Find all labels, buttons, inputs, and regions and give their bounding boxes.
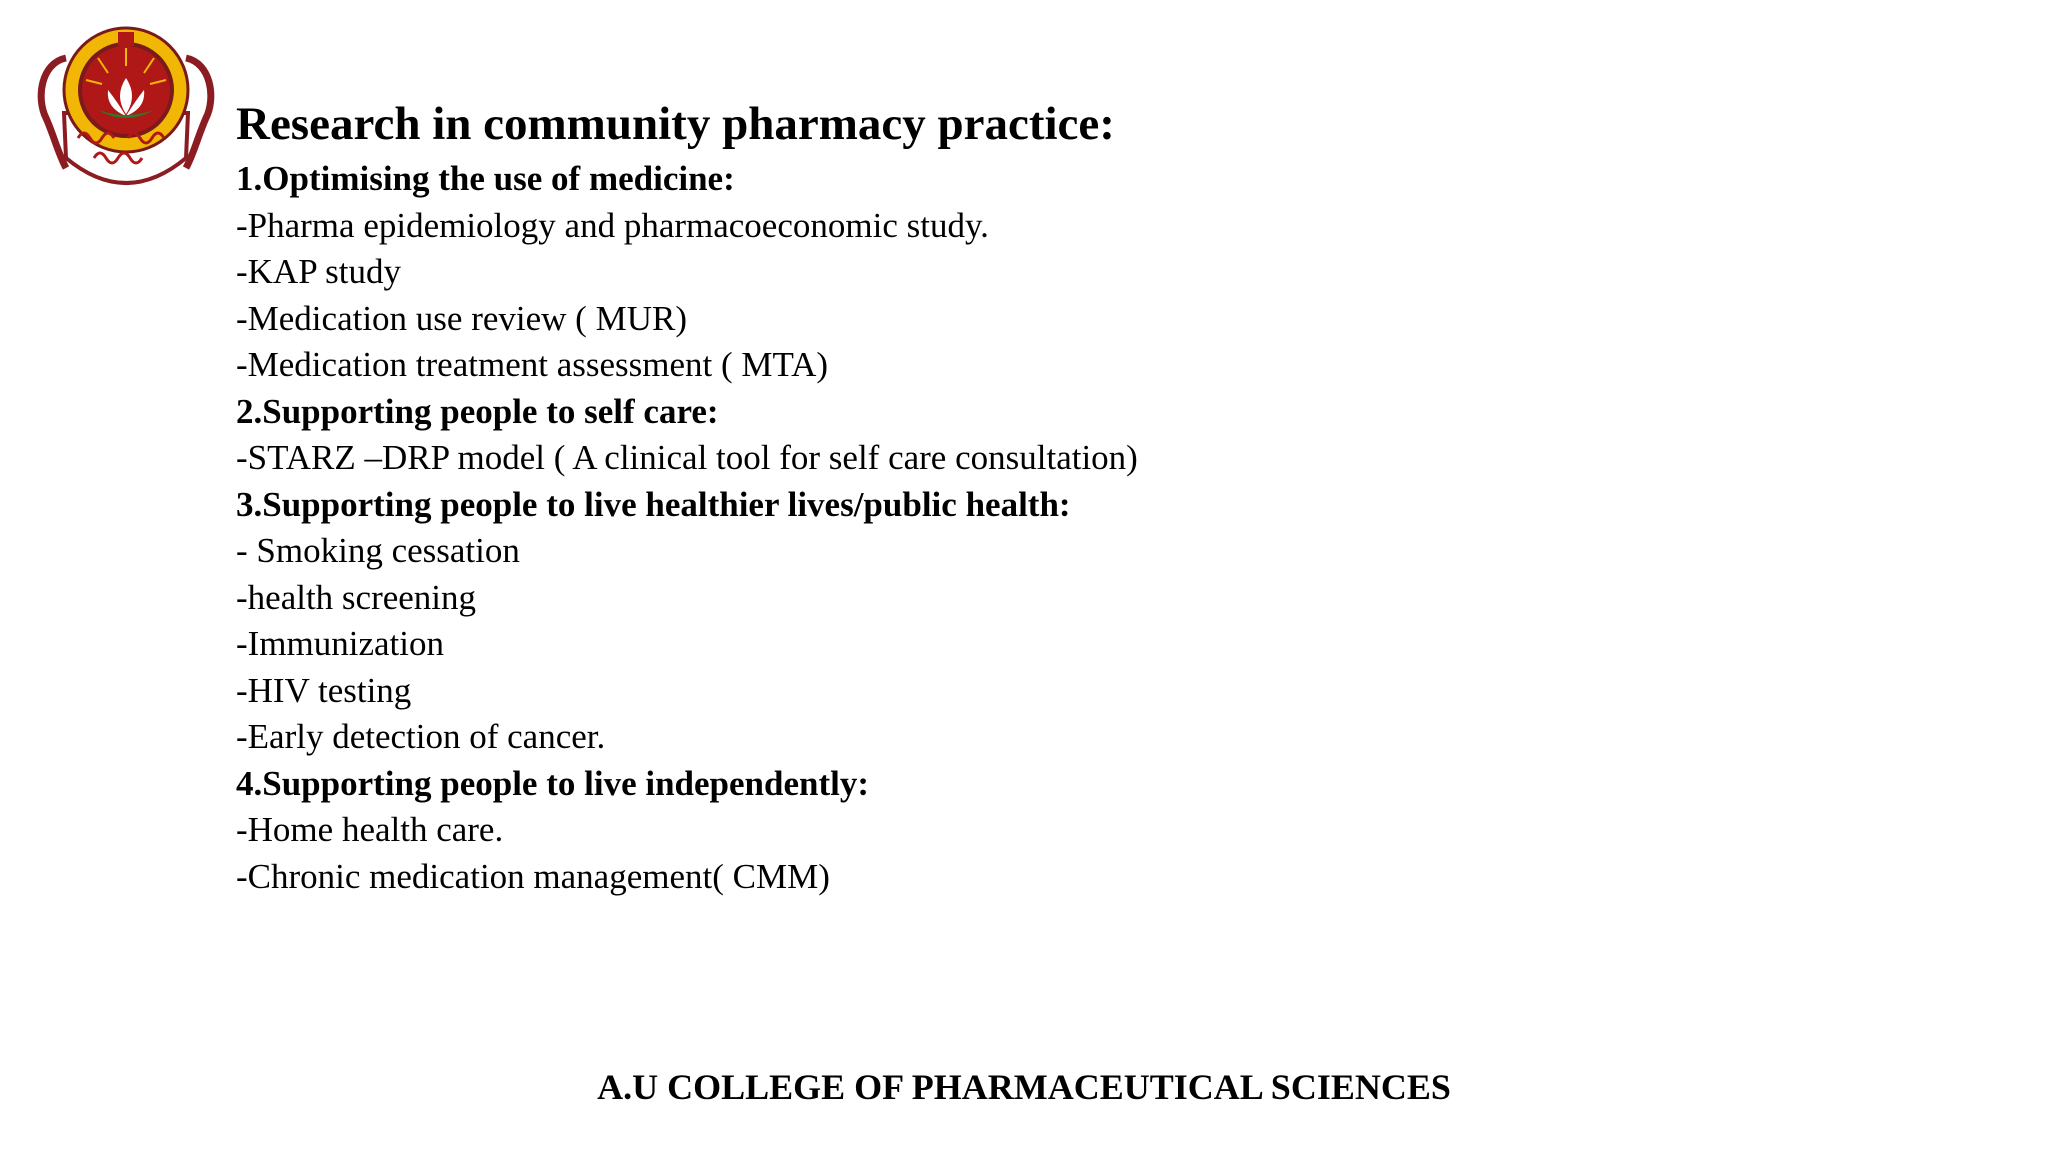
list-item: -Medication treatment assessment ( MTA): [236, 345, 829, 384]
section-heading: 3.Supporting people to live healthier lives/public health:: [236, 484, 1071, 524]
list-item: -Chronic medication management( CMM): [236, 856, 830, 896]
list-item: -health screening: [236, 577, 477, 617]
list-item: -Immunization: [236, 624, 445, 663]
list-item: -Pharma epidemiology and pharmacoeconomic study.: [236, 205, 989, 245]
list-item: -HIV testing: [236, 670, 412, 710]
slide-footer: A.U COLLEGE OF PHARMACEUTICAL SCIENCES: [597, 1067, 1451, 1107]
list-item: -Medication use review ( MUR): [236, 298, 687, 338]
list-item: -STARZ –DRP model ( A clinical tool for self care consultation): [236, 438, 1138, 477]
list-item: - Smoking cessation: [236, 531, 520, 570]
list-item: -Early detection of cancer.: [236, 717, 606, 756]
university-seal-icon: [36, 18, 216, 203]
list-item: -KAP study: [236, 252, 401, 291]
slide-title: Research in community pharmacy practice:: [236, 98, 1115, 150]
section-heading: 1.Optimising the use of medicine:: [236, 159, 735, 198]
slide-lines: [236, 156, 1936, 900]
list-item: -Home health care.: [236, 810, 504, 849]
section-heading: 4.Supporting people to live independently:: [236, 763, 870, 803]
section-heading: 2.Supporting people to self care:: [236, 391, 719, 431]
slide-body: [236, 92, 1936, 900]
